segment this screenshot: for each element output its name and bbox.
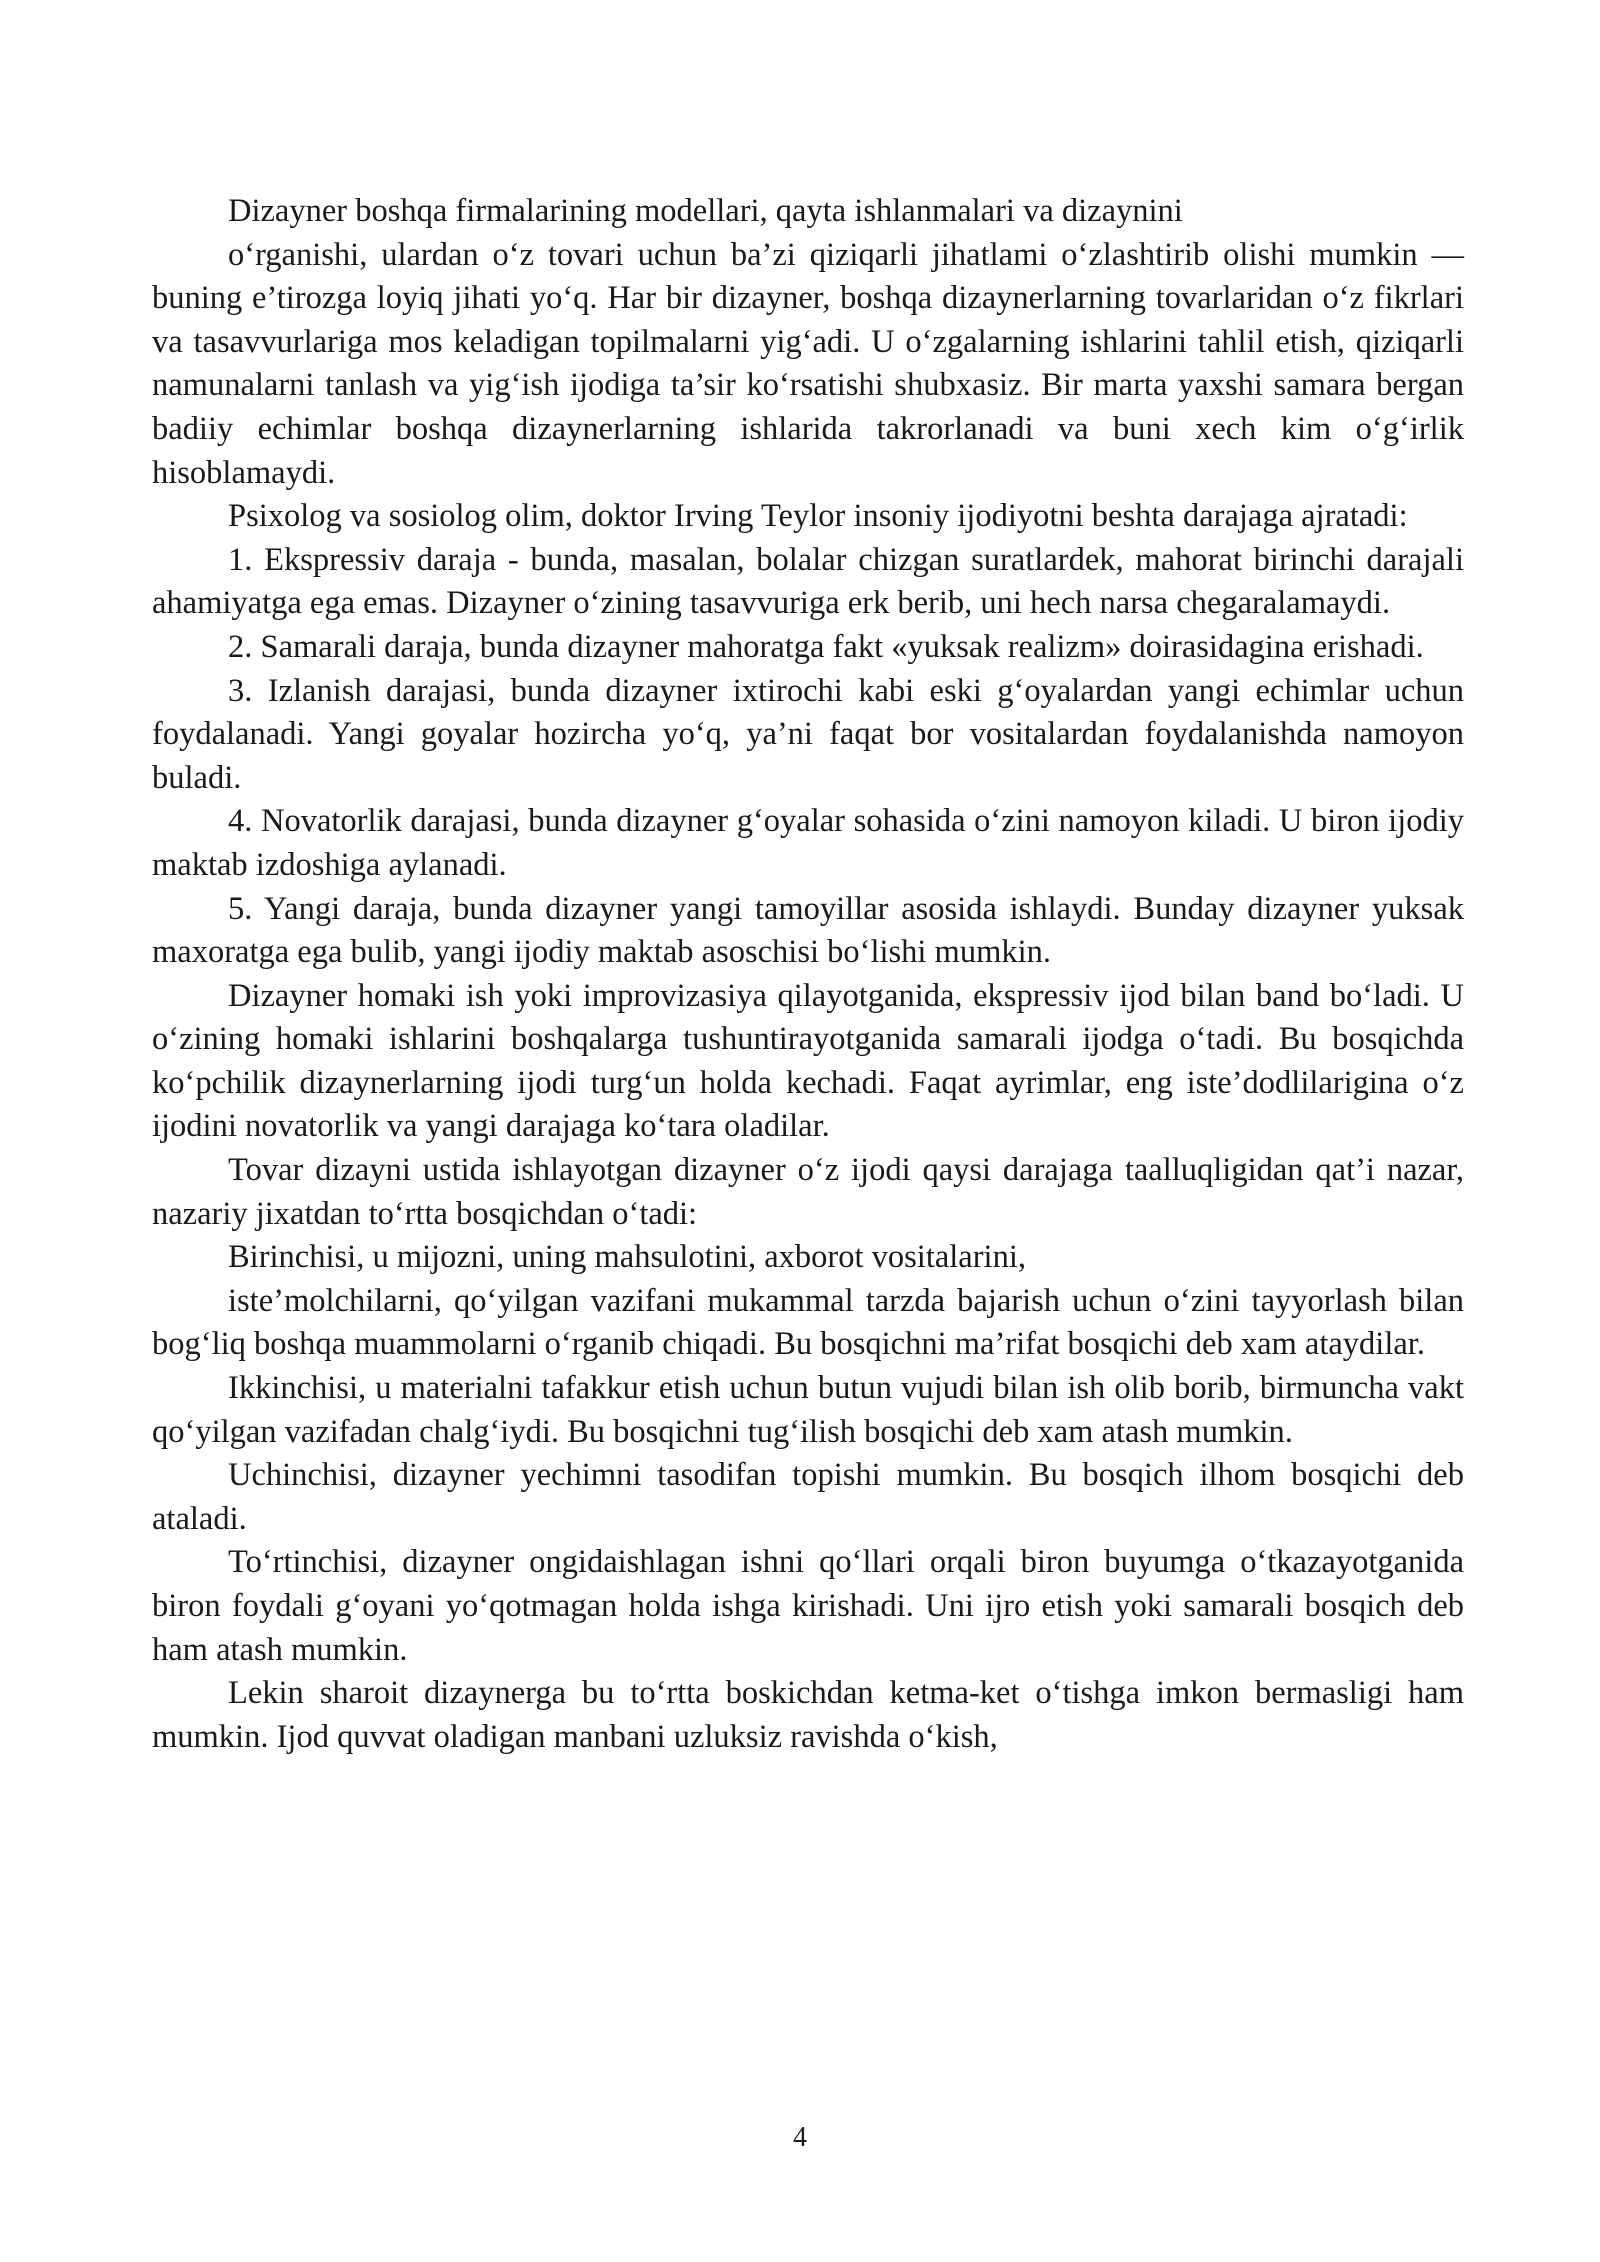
list-item-3: 3. Izlanish darajasi, bunda dizayner ixtirochi kabi eski g‘oyalardan yangi echimlar uchun foydalanadi. Yangi goyalar hozircha yo‘q, ya’ni faqat bor vositalardan foydalanishda namoyon buladi. [152, 672, 1464, 796]
paragraph: Lekin sharoit dizaynerga bu to‘rtta boskichdan ketma-ket o‘tishga imkon bermasligi ham mumkin. Ijod quvvat oladigan manbani uzluksiz ravishda o‘kish, [152, 1675, 1464, 1755]
list-item-5: 5. Yangi daraja, bunda dizayner yangi tamoyillar asosida ishlaydi. Bunday dizayner yuksak maxoratga ega bulib, yangi ijodiy maktab asoschisi bo‘lishi mumkin. [152, 890, 1464, 971]
list-item-1: 1. Ekspressiv daraja - bunda, masalan, bolalar chizgan suratlardek, mahorat birinchi darajali ahamiyatga ega emas. Dizayner o‘zining tasavvuriga erk berib, uni hech narsa chegaralamaydi. [152, 541, 1464, 622]
list-item-4: 4. Novatorlik darajasi, bunda dizayner g‘oyalar sohasida o‘zini namoyon kiladi. U biron ijodiy maktab izdoshiga aylanadi. [152, 803, 1464, 883]
paragraph: Tovar dizayni ustida ishlayotgan dizayner o‘z ijodi qaysi darajaga taalluqligidan qat’i nazar, nazariy jixatdan to‘rtta bosqichdan o‘tadi: [152, 1152, 1464, 1232]
paragraph: Birinchisi, u mijozni, uning mahsulotini, axborot vositalarini, [228, 1239, 1026, 1276]
paragraph: Psixolog va sosiolog olim, doktor Irving Teylor insoniy ijodiyotni beshta darajaga ajratadi: [228, 498, 1408, 535]
paragraph: Dizayner boshqa firmalarining modellari, qayta ishlanmalari va dizaynini [228, 193, 1183, 229]
paragraph: iste’molchilarni, qo‘yilgan vazifani mukammal tarzda bajarish uchun o‘zini tayyorlash bilan bog‘liq boshqa muammolarni o‘rganib chiqadi. Bu bosqichni ma’rifat bosqichi deb xam ataydilar. [152, 1282, 1464, 1363]
paragraph: Ikkinchisi, u materialni tafakkur etish uchun butun vujudi bilan ish olib borib, birmuncha vakt qo‘yilgan vazifadan chalg‘iydi. Bu bosqichni tug‘ilish bosqichi deb xam atash mumkin. [152, 1370, 1464, 1450]
paragraph: To‘rtinchisi, dizayner ongidaishlagan ishni qo‘llari orqali biron buyumga o‘tkazayotganida biron foydali g‘oyani yo‘qotmagan holda ishga kirishadi. Uni ijro etish yoki samarali bosqich deb ham atash mumkin. [152, 1544, 1464, 1668]
paragraph: Dizayner homaki ish yoki improvizasiya qilayotganida, ekspressiv ijod bilan band bo‘ladi. U o‘zining homaki ishlarini boshqalarga tushuntirayotganida samarali ijodga o‘tadi. Bu bosqichda ko‘pchilik dizaynerlarning ijodi turg‘un holda kechadi. Faqat ayrimlar, eng iste’dodlilarigina o‘z ijodini novatorlik va yangi darajaga ko‘tara oladilar. [152, 977, 1464, 1145]
page-number: 4 [793, 2122, 807, 2153]
paragraph: o‘rganishi, ulardan o‘z tovari uchun ba’zi qiziqarli jihatlami o‘zlashtirib olishi mumkin — buning e’tirozga loyiq jihati yo‘q. Har bir dizayner, boshqa dizaynerlarning tovarlaridan o‘z fikrlari va tasavvurlariga mos keladigan topilmalarni yig‘adi. U o‘zgalarning ishlarini tahlil etish, qiziqarli namunalarni tanlash va yig‘ish ijodiga ta’sir ko‘rsatishi shubxasiz. Bir marta yaxshi samara bergan badiiy echimlar boshqa dizaynerlarning ishlarida takrorlanadi va buni xech kim o‘g‘irlik hisoblamaydi. [152, 236, 1464, 491]
list-item-2: 2. Samarali daraja, bunda dizayner mahoratga fakt «yuksak realizm» doirasidagina erishadi. [228, 628, 1424, 665]
document-body [152, 190, 1464, 1759]
paragraph: Uchinchisi, dizayner yechimni tasodifan topishi mumkin. Bu bosqich ilhom bosqichi deb ataladi. [152, 1457, 1464, 1537]
